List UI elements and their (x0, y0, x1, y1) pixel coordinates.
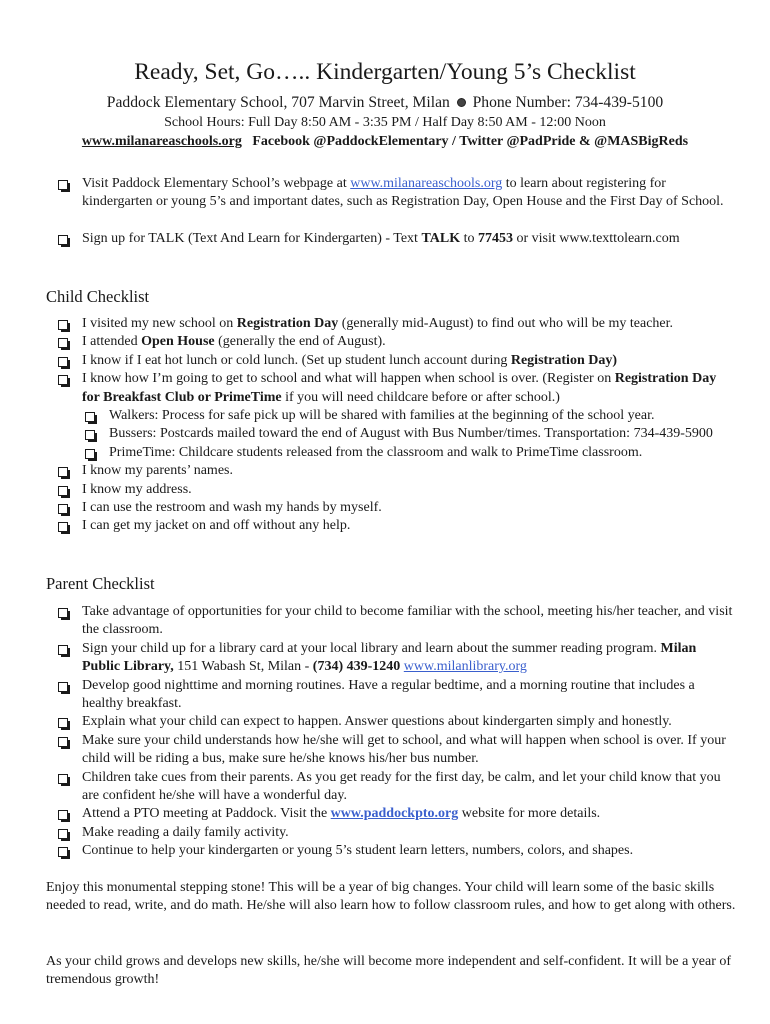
child-checklist-heading: Child Checklist (46, 287, 150, 306)
bold-text: Registration Day) (510, 352, 618, 368)
checkbox-icon[interactable] (58, 522, 68, 532)
parent-checklist-item (58, 824, 734, 842)
closing-paragraph-1: Enjoy this monumental stepping stone! This will be a year of big changes. Your child will learn some of the basic skills needed to read, write, and do math. He/she will also learn how to follow classroom rules, and how to get along with others. (46, 880, 736, 914)
item-text: Develop good nighttime and morning routines. Have a regular bedtime, and a morning routine that includes a healthy breakfast. (82, 677, 695, 712)
child-checklist-item (58, 499, 734, 517)
child-checklist-item (58, 352, 734, 370)
checkbox-icon[interactable] (58, 682, 68, 692)
school-address-line (0, 93, 770, 113)
child-checklist-sub-item (58, 407, 734, 425)
school-phone: Phone Number: 734-439-5100 (472, 94, 664, 111)
item-text: I know my address. (82, 481, 192, 497)
parent-checklist-heading: Parent Checklist (46, 574, 155, 593)
parent-checklist-item (58, 842, 734, 860)
item-text: I can use the restroom and wash my hands by myself. (82, 500, 382, 516)
child-checklist (58, 315, 734, 536)
item-text: I attended (82, 334, 142, 350)
item-text: I know my parents’ names. (82, 463, 233, 479)
social-handles: Facebook @PaddockElementary / Twitter @PadPride & @MASBigReds (252, 134, 689, 149)
child-checklist-item (58, 315, 734, 333)
parent-checklist-item (58, 769, 734, 806)
intro-checklist-item (58, 230, 734, 248)
bullet-dot-icon (457, 98, 466, 107)
checkbox-icon[interactable] (58, 774, 68, 784)
item-text: Make reading a daily family activity. (82, 824, 289, 840)
checkbox-icon[interactable] (58, 235, 68, 245)
checkbox-icon[interactable] (58, 486, 68, 496)
item-text: Walkers: Process for safe pick up will be shared with families at the beginning of the school year. (109, 408, 655, 424)
item-text: Bussers: Postcards mailed toward the end of August with Bus Number/times. Transportation: 734-439-5900 (109, 426, 713, 442)
page-title: Ready, Set, Go….. Kindergarten/Young 5’s Checklist (134, 59, 636, 85)
bold-text: 77453 (477, 230, 513, 246)
checkbox-icon[interactable] (58, 737, 68, 747)
item-text: website for more details. (458, 806, 601, 822)
item-text: Children take cues from their parents. As you get ready for the first day, be calm, and let your child know that you are confident he/she will have a wonderful day. (82, 769, 721, 804)
parent-checklist-item (58, 640, 734, 677)
checkbox-icon[interactable] (58, 718, 68, 728)
item-text: (generally mid-August) to find out who will be my teacher. (338, 316, 674, 331)
web-social-line (0, 133, 770, 151)
item-text: or visit www.texttolearn.com (512, 230, 680, 246)
checkbox-icon[interactable] (58, 810, 68, 820)
item-text: if you will need childcare before or after school.) (281, 389, 560, 405)
closing-paragraph-2: As your child grows and develops new skills, he/she will become more independent and self-confident. It will be a year of tremendous growth! (46, 954, 732, 988)
item-text: Explain what your child can expect to happen. Answer questions about kindergarten simply and honestly. (82, 714, 672, 730)
parent-checklist (58, 603, 734, 861)
parent-checklist-item (58, 732, 734, 769)
item-text: I know if I eat hot lunch or cold lunch. (Set up student lunch account during (82, 352, 511, 368)
bold-text: Registration Day (236, 316, 339, 331)
checkbox-icon[interactable] (58, 180, 68, 190)
bold-text: Open House (141, 334, 215, 350)
item-text: Sign up for TALK (Text And Learn for Kindergarten) - Text (82, 230, 422, 246)
item-text: PrimeTime: Childcare students released from the classroom and walk to PrimeTime classroom. (109, 444, 643, 460)
bold-text: Milan Public Library, (82, 640, 697, 675)
parent-checklist-item (58, 677, 734, 714)
child-checklist-item (58, 517, 734, 535)
checkbox-icon[interactable] (58, 338, 68, 348)
child-checklist-item (58, 333, 734, 351)
parent-checklist-item (58, 805, 734, 823)
intro-checklist-item (58, 175, 734, 212)
checkbox-icon[interactable] (58, 320, 68, 330)
checkbox-icon[interactable] (58, 504, 68, 514)
parent-checklist-item (58, 713, 734, 731)
checkbox-icon[interactable] (85, 412, 95, 422)
link[interactable]: www.milanlibrary.org (403, 659, 527, 675)
checkbox-icon[interactable] (58, 645, 68, 655)
school-website-link[interactable]: www.milanareaschools.org (81, 134, 242, 149)
item-text: I can get my jacket on and off without any help. (82, 518, 351, 534)
checkbox-icon[interactable] (58, 357, 68, 367)
child-checklist-sub-item (58, 444, 734, 462)
bold-text: Registration Day for Breakfast Club or PrimeTime (82, 371, 717, 405)
item-text: Attend a PTO meeting at Paddock. Visit the (82, 806, 331, 822)
link[interactable]: www.milanareaschools.org (350, 176, 503, 191)
checkbox-icon[interactable] (58, 608, 68, 618)
item-text: (generally the end of August). (214, 334, 386, 350)
intro-checklist (58, 175, 734, 248)
parent-checklist-item (58, 603, 734, 640)
checkbox-icon[interactable] (58, 829, 68, 839)
checkbox-icon[interactable] (85, 449, 95, 459)
item-text: Sign your child up for a library card at your local library and learn about the summer reading program. (82, 640, 661, 656)
bold-text: (734) 439-1240 (312, 659, 401, 675)
item-text: Take advantage of opportunities for your child to become familiar with the school, meeting his/her teacher, and visit the classroom. (82, 604, 733, 638)
item-text: I know how I’m going to get to school and what will happen when school is over. (Register on (82, 371, 615, 387)
checkbox-icon[interactable] (58, 375, 68, 385)
item-text: to (460, 230, 478, 246)
item-text: I visited my new school on (82, 316, 237, 331)
child-checklist-sub-item (58, 425, 734, 443)
item-text: to learn about registering for kindergarten or young 5’s and important dates, such as Registration Day, Open House and the First Day of School. (82, 176, 724, 210)
item-text: Visit Paddock Elementary School’s webpage at (82, 176, 351, 191)
item-text: Continue to help your kindergarten or young 5’s student learn letters, numbers, colors, and shapes. (82, 843, 634, 859)
checkbox-icon[interactable] (58, 467, 68, 477)
school-hours: School Hours: Full Day 8:50 AM - 3:35 PM / Half Day 8:50 AM - 12:00 Noon (164, 115, 606, 130)
child-checklist-item (58, 370, 734, 407)
item-text: 151 Wabash St, Milan - (173, 659, 313, 675)
checkbox-icon[interactable] (58, 847, 68, 857)
child-checklist-item (58, 481, 734, 499)
checkbox-icon[interactable] (85, 430, 95, 440)
school-address: Paddock Elementary School, 707 Marvin Street, Milan (106, 94, 450, 111)
item-text: Make sure your child understands how he/she will get to school, and what will happen when school is over. If your child will be riding a bus, make sure he/she knows his/her bus number. (82, 732, 726, 767)
link[interactable]: www.paddockpto.org (330, 806, 459, 822)
child-checklist-item (58, 462, 734, 480)
bold-text: TALK (421, 230, 461, 246)
